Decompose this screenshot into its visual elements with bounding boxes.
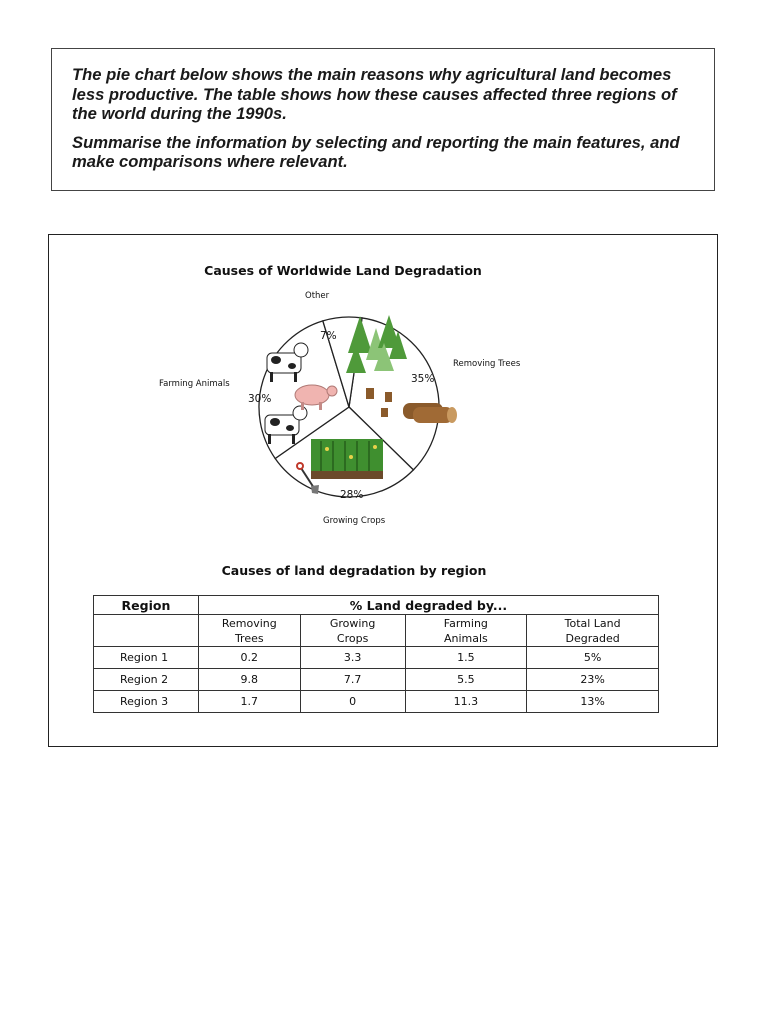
task-prompt-line-2: Summarise the information by selecting and reporting the main features, and make comparisons where relevant. [72,132,680,171]
slice-label-other: Other [305,291,330,301]
pie-chart [49,235,719,545]
table-cell: 5% [527,647,659,669]
header-removing-trees: Removing Trees [198,615,300,647]
table-cell: 1.7 [198,691,300,713]
slice-value-other: 7% [320,330,337,342]
table-row [94,669,659,691]
table-cell: 0 [300,691,405,713]
header-blank [94,615,199,647]
table-cell: 3.3 [300,647,405,669]
table-cell: 9.8 [198,669,300,691]
degradation-table [93,595,659,713]
table-cell: 0.2 [198,647,300,669]
region-cell: Region 2 [94,669,199,691]
header-total: Total Land Degraded [527,615,659,647]
figure-panel [48,234,718,747]
header-growing-crops: Growing Crops [300,615,405,647]
task-prompt-box [51,48,715,191]
header-region: Region [94,596,199,615]
region-cell: Region 1 [94,647,199,669]
region-cell: Region 3 [94,691,199,713]
table-cell: 13% [527,691,659,713]
table-cell: 1.5 [405,647,527,669]
table-cell: 5.5 [405,669,527,691]
table-cell: 11.3 [405,691,527,713]
slice-value-growing-crops: 28% [340,489,364,501]
table-row [94,691,659,713]
slice-label-farming-animals: Farming Animals [159,379,230,389]
table-cell: 7.7 [300,669,405,691]
header-group: % Land degraded by... [198,596,658,615]
table-row [94,647,659,669]
task-prompt-line-1: The pie chart below shows the main reasons why agricultural land becomes less productive. The table shows how these causes affected three regions of the world during the 1990s. [72,65,677,123]
slice-label-growing-crops: Growing Crops [323,516,386,526]
slice-label-removing-trees: Removing Trees [453,359,521,369]
table-title: Causes of land degradation by region [221,563,487,578]
table-cell: 23% [527,669,659,691]
header-farming-animals: Farming Animals [405,615,527,647]
slice-value-removing-trees: 35% [411,373,435,385]
pie-chart-title: Causes of Worldwide Land Degradation [204,263,482,278]
slice-value-farming-animals: 30% [248,393,272,405]
